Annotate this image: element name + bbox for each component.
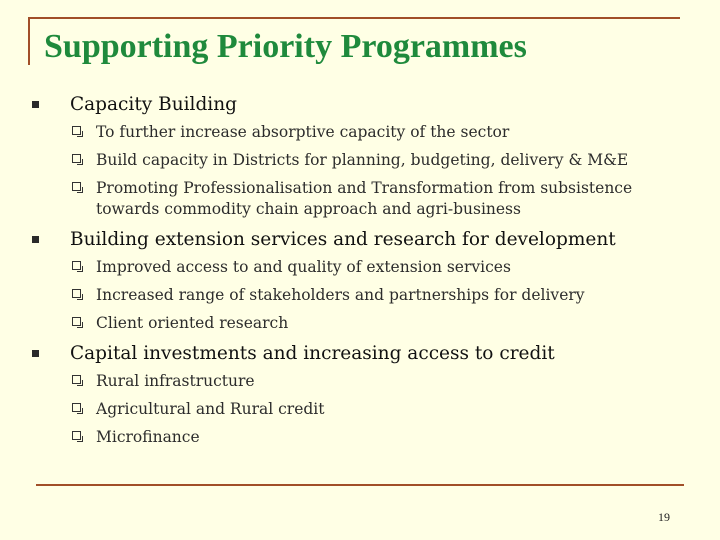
bullet-level-1	[32, 341, 692, 367]
left-rule	[28, 17, 30, 65]
box-bullet-icon	[72, 261, 81, 270]
square-bullet-icon	[32, 350, 39, 357]
bullet-text: Build capacity in Districts for planning, budgeting, delivery & M&E	[96, 151, 629, 169]
bullet-text: Capital investments and increasing access to credit	[70, 343, 555, 364]
bullet-text: Client oriented research	[96, 314, 289, 332]
top-rule	[28, 17, 680, 19]
square-bullet-icon	[32, 101, 39, 108]
bullet-level-2	[32, 399, 692, 420]
bullet-level-2	[32, 313, 692, 334]
bullet-text: Microfinance	[96, 428, 200, 446]
box-bullet-icon	[72, 126, 81, 135]
bullet-text: Agricultural and Rural credit	[96, 400, 325, 418]
box-bullet-icon	[72, 403, 81, 412]
square-bullet-icon	[32, 236, 39, 243]
slide-title: Supporting Priority Programmes	[44, 28, 527, 65]
bullet-text: To further increase absorptive capacity of the sector	[96, 123, 510, 141]
section-capital-investments	[32, 341, 692, 448]
box-bullet-icon	[72, 375, 81, 384]
box-bullet-icon	[72, 289, 81, 298]
bullet-level-2	[32, 285, 692, 306]
bullet-level-2	[32, 257, 692, 278]
bullet-text: Improved access to and quality of extension services	[96, 258, 511, 276]
bullet-text: Building extension services and research for development	[70, 229, 616, 250]
bullet-level-2	[32, 427, 692, 448]
box-bullet-icon	[72, 182, 81, 191]
bullet-level-1	[32, 92, 692, 118]
bullet-text: Increased range of stakeholders and partnerships for delivery	[96, 286, 585, 304]
slide-body	[32, 92, 692, 455]
bullet-level-2	[32, 371, 692, 392]
bottom-rule	[36, 484, 684, 486]
bullet-text: Capacity Building	[70, 94, 237, 115]
box-bullet-icon	[72, 431, 81, 440]
box-bullet-icon	[72, 317, 81, 326]
bullet-text: Promoting Professionalisation and Transformation from subsistence towards commodity chain approach and agri-business	[96, 179, 633, 218]
box-bullet-icon	[72, 154, 81, 163]
bullet-level-2	[32, 122, 692, 143]
bullet-level-2	[32, 150, 692, 171]
page-number: 19	[658, 510, 670, 524]
bullet-text: Rural infrastructure	[96, 372, 255, 390]
bullet-level-2	[32, 178, 692, 220]
section-capacity-building	[32, 92, 692, 220]
section-extension-services	[32, 227, 692, 334]
bullet-level-1	[32, 227, 692, 253]
